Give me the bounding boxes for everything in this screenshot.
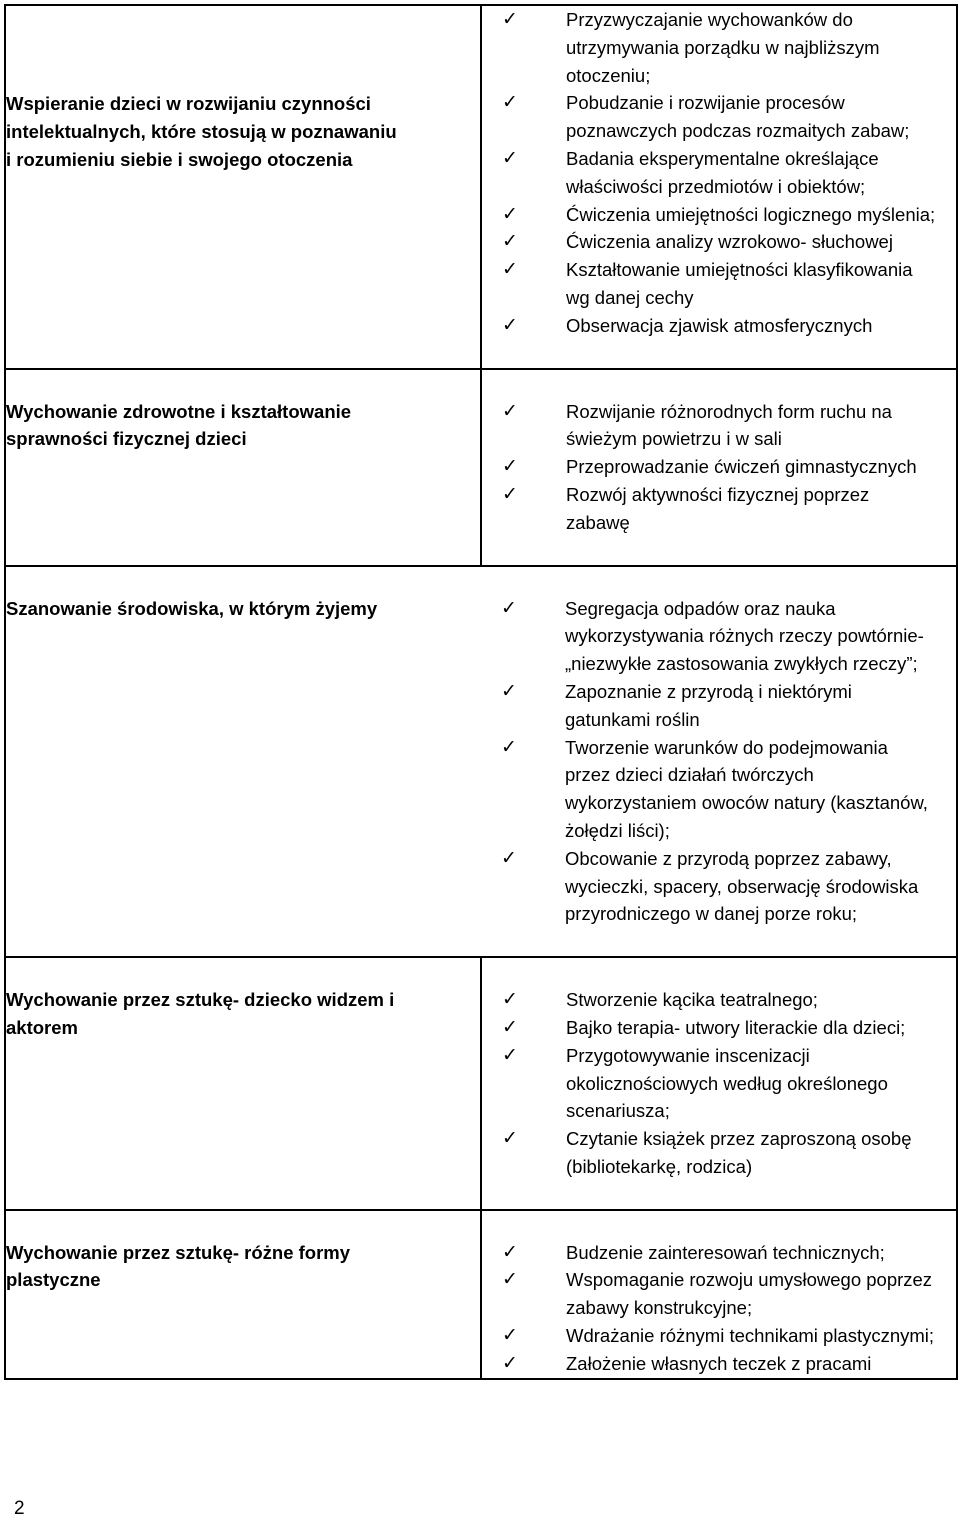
- task-text: Bajko terapia- utwory literackie dla dzieci;: [566, 1016, 906, 1038]
- task-item: [482, 312, 956, 340]
- task-item: [482, 1042, 956, 1125]
- task-text: Stworzenie kącika teatralnego;: [566, 989, 818, 1011]
- goals-tasks-table: [4, 4, 958, 1380]
- tasks-cell: [481, 957, 957, 1210]
- goal-text-line: aktorem: [6, 1016, 78, 1038]
- task-item: [482, 986, 956, 1014]
- tasks-cell: [481, 1210, 957, 1379]
- task-text: Przeprowadzanie ćwiczeń gimnastycznych: [566, 456, 917, 478]
- goal-text-line: Wychowanie zdrowotne i kształtowanie: [6, 400, 352, 422]
- checkmark-icon: ✓: [502, 455, 518, 478]
- task-item: [482, 1322, 956, 1350]
- checkmark-icon: ✓: [501, 735, 517, 758]
- task-list: [482, 6, 956, 340]
- checkmark-icon: ✓: [502, 146, 518, 169]
- task-text: Wspomaganie rozwoju umysłowego poprzez zabawy konstrukcyjne;: [566, 1269, 933, 1319]
- task-text: Obcowanie z przyrodą poprzez zabawy, wycieczki, spacery, obserwację środowiska przyrodniczego w danej porze roku;: [565, 847, 919, 925]
- task-item: [482, 481, 956, 537]
- task-text: Rozwój aktywności fizycznej poprzez zabawę: [566, 483, 870, 533]
- checkmark-icon: ✓: [502, 1351, 518, 1374]
- goal-cell: [5, 5, 481, 369]
- goal-text-line: intelektualnych, które stosują w poznawaniu: [6, 120, 397, 142]
- checkmark-icon: ✓: [502, 1015, 518, 1038]
- goal-cell: [5, 957, 481, 1210]
- table-body: [5, 5, 957, 1379]
- task-text: Tworzenie warunków do podejmowania przez dzieci działań twórczych wykorzystaniem owoców natury (kasztanów, żołędzi liści);: [565, 736, 928, 841]
- task-text: Założenie własnych teczek z pracami: [566, 1352, 872, 1374]
- checkmark-icon: ✓: [502, 1324, 518, 1347]
- goal-text-line: Wychowanie przez sztukę- dziecko widzem i: [6, 989, 395, 1011]
- tasks-cell: [481, 369, 957, 566]
- checkmark-icon: ✓: [502, 1043, 518, 1066]
- task-item: [482, 6, 956, 89]
- task-item: [482, 256, 956, 312]
- checkmark-icon: ✓: [502, 8, 518, 30]
- task-item: [482, 228, 956, 256]
- checkmark-icon: ✓: [502, 91, 518, 114]
- task-text: Obserwacja zjawisk atmosferycznych: [566, 314, 873, 336]
- tasks-cell: [481, 5, 957, 369]
- task-text: Przygotowywanie inscenizacji okolicznościowych według określonego scenariusza;: [566, 1044, 888, 1122]
- table-row: [5, 957, 957, 1210]
- goal-cell: [5, 369, 481, 566]
- goal-text-line: Szanowanie środowiska, w którym żyjemy: [6, 597, 378, 619]
- task-item: [482, 1239, 956, 1267]
- task-item: [482, 145, 956, 201]
- task-list: [481, 595, 956, 929]
- task-text: Rozwijanie różnorodnych form ruchu na świeżym powietrzu i w sali: [566, 400, 892, 450]
- task-list: [482, 398, 956, 537]
- table-row: [5, 1210, 957, 1379]
- task-text: Segregacja odpadów oraz nauka wykorzystywania różnych rzeczy powtórnie- „niezwykłe zastosowania zwykłych rzeczy”;: [565, 597, 924, 675]
- task-item: [482, 1014, 956, 1042]
- task-item: [482, 1350, 956, 1378]
- task-list: [482, 1239, 956, 1378]
- task-item: [481, 678, 956, 734]
- goal-text-line: Wychowanie przez sztukę- różne formy: [6, 1241, 351, 1263]
- task-list: [482, 986, 956, 1181]
- goal-text-line: plastyczne: [6, 1269, 101, 1291]
- task-item: [482, 1266, 956, 1322]
- goal-text-line: Wspieranie dzieci w rozwijaniu czynności: [6, 93, 371, 114]
- task-item: [482, 453, 956, 481]
- checkmark-icon: ✓: [501, 679, 517, 702]
- checkmark-icon: ✓: [502, 1268, 518, 1291]
- task-text: Kształtowanie umiejętności klasyfikowania wg danej cechy: [566, 259, 913, 308]
- goal-cell: [5, 566, 481, 958]
- task-item: [482, 1125, 956, 1181]
- goal-text-line: sprawności fizycznej dzieci: [6, 428, 247, 450]
- task-text: Przyzwyczajanie wychowanków do utrzymywania porządku w najbliższym otoczeniu;: [566, 9, 880, 86]
- task-text: Budzenie zainteresowań technicznych;: [566, 1241, 885, 1263]
- checkmark-icon: ✓: [502, 988, 518, 1011]
- task-item: [481, 595, 956, 678]
- checkmark-icon: ✓: [502, 482, 518, 505]
- task-item: [482, 89, 956, 145]
- task-text: Ćwiczenia analizy wzrokowo- słuchowej: [566, 231, 893, 253]
- checkmark-icon: ✓: [502, 1127, 518, 1150]
- checkmark-icon: ✓: [502, 258, 518, 281]
- table-row: [5, 566, 957, 958]
- task-text: Pobudzanie i rozwijanie procesów poznawczych podczas rozmaitych zabaw;: [566, 92, 910, 142]
- task-text: Czytanie książek przez zaproszoną osobę (bibliotekarkę, rodzica): [566, 1128, 912, 1177]
- task-item: [481, 845, 956, 928]
- task-text: Zapoznanie z przyrodą i niektórymi gatunkami roślin: [565, 680, 852, 730]
- task-text: Badania eksperymentalne określające właściwości przedmiotów i obiektów;: [566, 147, 879, 197]
- tasks-cell: [481, 566, 957, 958]
- checkmark-icon: ✓: [502, 1240, 518, 1263]
- checkmark-icon: ✓: [501, 596, 517, 619]
- checkmark-icon: ✓: [502, 399, 518, 422]
- checkmark-icon: ✓: [502, 202, 518, 225]
- table-row: [5, 369, 957, 566]
- checkmark-icon: ✓: [502, 230, 518, 253]
- task-text: Ćwiczenia umiejętności logicznego myślenia;: [566, 203, 936, 225]
- task-item: [482, 201, 956, 229]
- page-number: 2: [14, 1498, 25, 1519]
- checkmark-icon: ✓: [501, 846, 517, 869]
- task-item: [482, 398, 956, 454]
- goal-text-line: i rozumieniu siebie i swojego otoczenia: [6, 148, 353, 170]
- goal-cell: [5, 1210, 481, 1379]
- checkmark-icon: ✓: [502, 313, 518, 336]
- table-row: [5, 5, 957, 369]
- task-item: [481, 734, 956, 845]
- task-text: Wdrażanie różnymi technikami plastycznymi;: [566, 1325, 935, 1347]
